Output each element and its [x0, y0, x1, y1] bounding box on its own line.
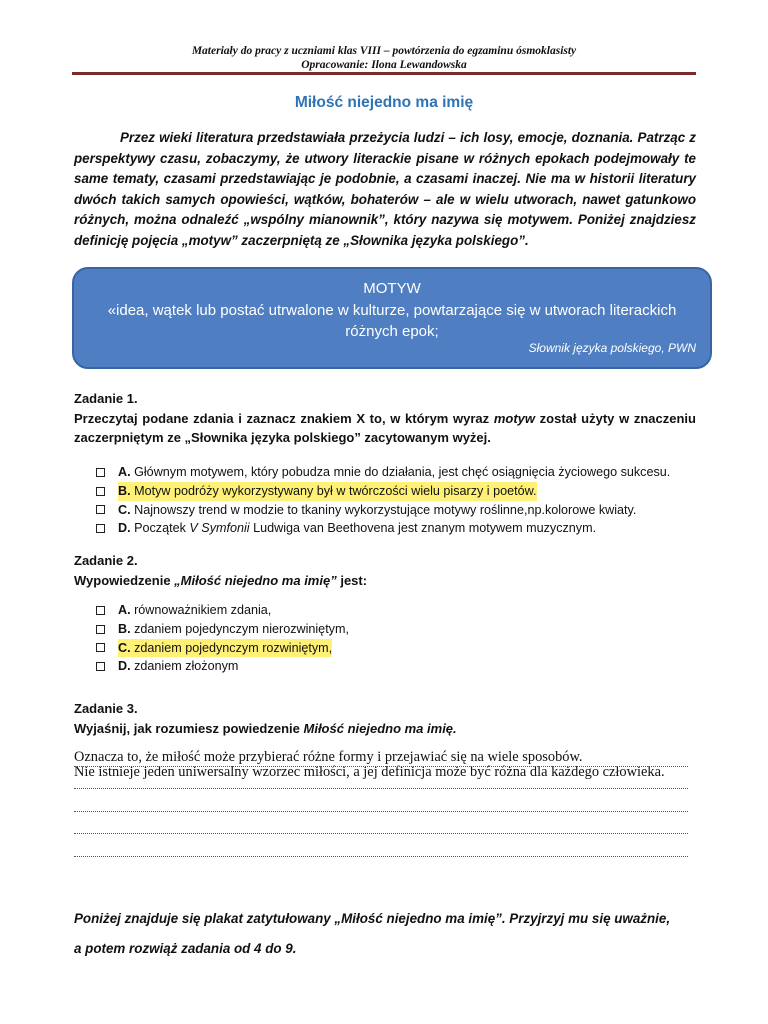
- answer-line-2: Nie istnieje jeden uniwersalny wzorzec miłości, a jej definicja może być różna dla każdego człowieka.: [74, 764, 665, 780]
- document-header: [72, 44, 696, 72]
- option-letter: B.: [118, 621, 131, 636]
- motif-definition: «idea, wątek lub postać utrwalone w kulturze, powtarzające się w utworach literackich różnych epok;: [107, 302, 677, 340]
- task-2-label: Zadanie 2.: [74, 553, 138, 568]
- option-letter: A.: [118, 465, 131, 479]
- option-letter: B.: [118, 483, 131, 498]
- task-2-option-a[interactable]: [96, 601, 349, 620]
- option-letter: D.: [118, 521, 131, 536]
- task-2-prompt: [74, 571, 696, 591]
- option-letter: C.: [118, 640, 131, 655]
- task-2-option-d[interactable]: [96, 657, 349, 676]
- task-1: [74, 389, 696, 448]
- answer-line-1: Oznacza to, że miłość może przybierać różne formy i przejawiać się na wiele sposobów.: [74, 749, 583, 765]
- header-author-line: Opracowanie: Ilona Lewandowska: [301, 59, 467, 71]
- task-3-answer[interactable]: [74, 750, 704, 780]
- checkbox[interactable]: [96, 524, 105, 533]
- option-text: zdaniem pojedynczym rozwiniętym,: [130, 640, 333, 655]
- task-1-prompt-text: Przeczytaj podane zdania i zaznacz znakiem X to, w którym wyraz: [74, 410, 494, 426]
- motif-title: MOTYW: [363, 280, 421, 297]
- task-1-option-a[interactable]: [96, 463, 670, 482]
- closing-paragraph: [74, 904, 696, 964]
- page-title: Miłość niejedno ma imię: [294, 94, 474, 111]
- checkbox[interactable]: [96, 625, 105, 634]
- intro-paragraph: Przez wieki literatura przedstawiała przeżycia ludzi – ich losy, emocje, doznania. Patrząc z perspektywy czasu, zobaczymy, że utwory literackie pisane w różnych epokach podejmowały te same tematy, czasami przedstawiając je podobnie, a czasami inaczej. Nie ma w historii literatury dwóch takich samych opowieści, wątków, bohaterów – ale w wielu utworach, nawet gatunkowo różnych, można odnaleźć „wspólny mianownik”, który nazywa się motywem. Poniżej znajdziesz definicję pojęcia „motyw” zaczerpniętą ze „Słownika języka polskiego”.: [74, 130, 696, 248]
- task-1-option-b[interactable]: [96, 482, 670, 501]
- answer-dotted-line: [74, 788, 688, 789]
- task-1-options: [96, 463, 670, 538]
- option-text: zdaniem pojedynczym nierozwiniętym,: [130, 621, 349, 636]
- motif-source: Słownik języka polskiego, PWN: [528, 341, 696, 355]
- option-text: Motyw podróży wykorzystywany był w twórczości wielu pisarzy i poetów.: [130, 483, 537, 498]
- task-3-prompt-emphasis: Miłość niejedno ma imię.: [303, 720, 457, 736]
- task-3-prompt: [74, 719, 696, 739]
- task-2-prompt-text: Wypowiedzenie: [74, 572, 175, 588]
- closing-line-1: Poniżej znajduje się plakat zatytułowany „Miłość niejedno ma imię”. Przyjrzyj mu się uważnie,: [74, 911, 671, 926]
- header-divider: [72, 72, 696, 75]
- checkbox[interactable]: [96, 606, 105, 615]
- task-2-option-b[interactable]: [96, 620, 349, 639]
- task-1-option-d[interactable]: [96, 519, 670, 538]
- answer-dotted-line: [74, 833, 688, 834]
- task-2-prompt-emphasis: „Miłość niejedno ma imię”: [174, 572, 337, 588]
- task-3: [74, 699, 696, 738]
- task-1-prompt: [74, 409, 696, 448]
- closing-line-2: a potem rozwiąż zadania od 4 do 9.: [74, 941, 297, 956]
- checkbox[interactable]: [96, 487, 105, 496]
- checkbox[interactable]: [96, 505, 105, 514]
- header-course-line: Materiały do pracy z uczniami klas VIII – powtórzenia do egzaminu ósmoklasisty: [191, 45, 577, 57]
- option-text: Najnowszy trend w modzie to tkaniny wykorzystujące motywy roślinne,np.kolorowe kwiaty.: [130, 502, 637, 517]
- motif-definition-box: [72, 267, 712, 369]
- option-text: zdaniem złożonym: [130, 659, 239, 674]
- answer-dotted-line: [74, 856, 688, 857]
- option-letter: D.: [118, 659, 131, 674]
- checkbox[interactable]: [96, 643, 105, 652]
- answer-dotted-line: [74, 766, 688, 767]
- checkbox[interactable]: [96, 468, 105, 477]
- task-1-prompt-emphasis: motyw: [493, 410, 535, 426]
- task-2-option-c[interactable]: [96, 639, 349, 658]
- task-1-option-c[interactable]: [96, 501, 670, 520]
- highlighted-answer: [118, 482, 537, 501]
- option-text-end: Ludwiga van Beethovena jest znanym motywem muzycznym.: [249, 521, 597, 536]
- option-text-emphasis: V Symfonii: [189, 521, 250, 536]
- option-text: równoważnikiem zdania,: [130, 603, 272, 617]
- option-text: Głównym motywem, który pobudza mnie do działania, jest chęć osiągnięcia życiowego sukcesu.: [130, 465, 671, 479]
- task-2-options: [96, 601, 349, 676]
- highlighted-answer: [118, 639, 332, 658]
- checkbox[interactable]: [96, 662, 105, 671]
- task-2-prompt-text-end: jest:: [336, 572, 368, 588]
- task-2: [74, 551, 696, 590]
- option-letter: C.: [118, 502, 131, 517]
- answer-dotted-line: [74, 811, 688, 812]
- task-1-prompt-text-end: został użyty w znaczeniu zaczerpniętym ze „Słownika języka polskiego” zacytowanym wyżej.: [74, 410, 696, 445]
- task-3-prompt-text: Wyjaśnij, jak rozumiesz powiedzenie: [74, 720, 304, 736]
- option-text: Początek: [130, 521, 190, 536]
- task-3-label: Zadanie 3.: [74, 701, 138, 716]
- option-letter: A.: [118, 603, 131, 617]
- task-1-label: Zadanie 1.: [74, 391, 138, 406]
